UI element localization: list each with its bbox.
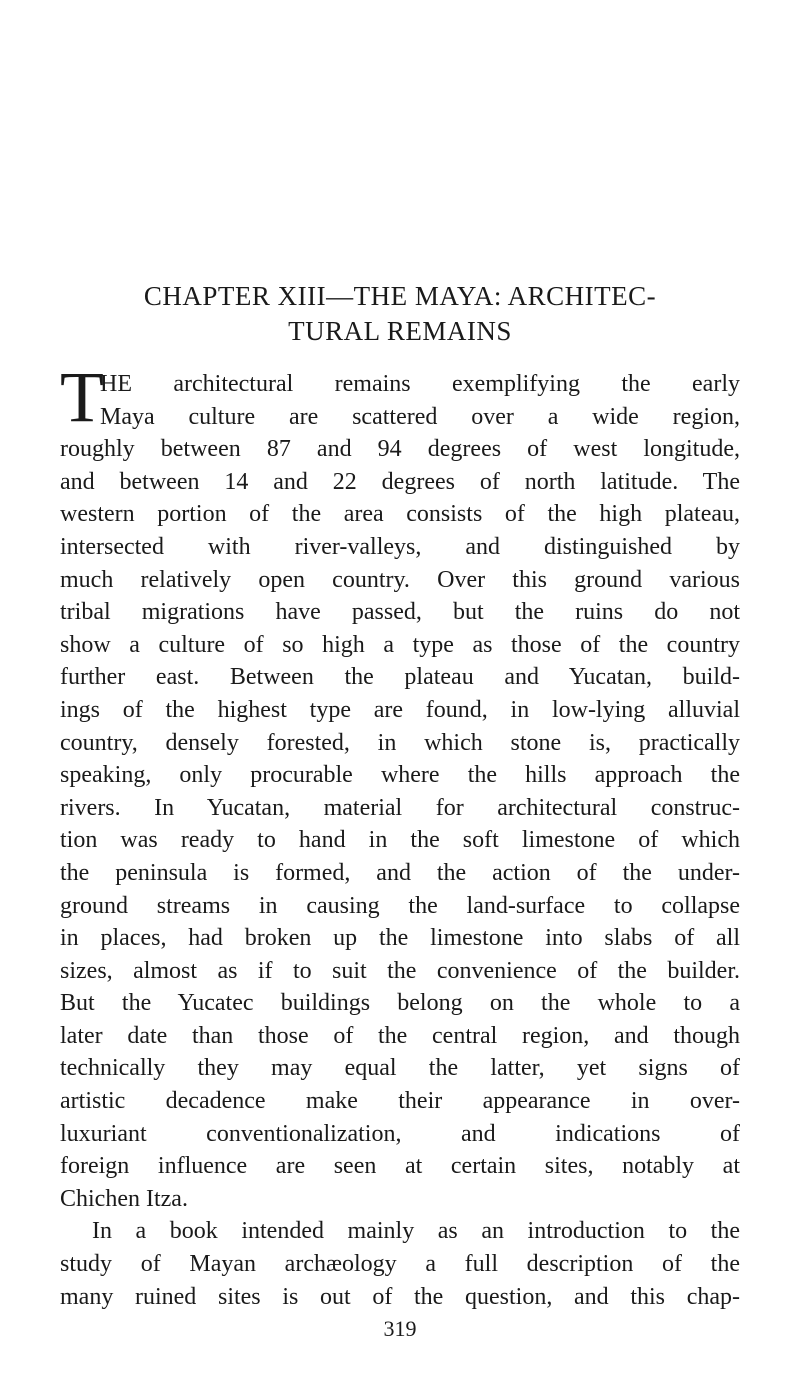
text-line: intersected with river-valleys, and distinguished by	[60, 533, 740, 560]
text-line: much relatively open country. Over this ground various	[60, 566, 740, 593]
text-line: further east. Between the plateau and Yucatan, build-	[60, 664, 740, 691]
text-line: tribal migrations have passed, but the ruins do not	[60, 599, 740, 626]
text-line: show a culture of so high a type as those of the country	[60, 631, 740, 658]
text-line: HE architectural remains exemplifying the early	[100, 371, 740, 397]
text-line: in places, had broken up the limestone into slabs of all	[60, 925, 740, 952]
page-number: 319	[383, 1316, 417, 1341]
text-line: luxuriant conventionalization, and indications of	[60, 1120, 740, 1147]
text-line: ground streams in causing the land-surface to collapse	[60, 892, 740, 919]
text-line: roughly between 87 and 94 degrees of west longitude,	[60, 436, 740, 463]
text-line: But the Yucatec buildings belong on the whole to a	[60, 990, 740, 1017]
text-line: rivers. In Yucatan, material for architectural construc-	[60, 794, 740, 821]
text-line: later date than those of the central region, and though	[60, 1022, 740, 1049]
text-line: tion was ready to hand in the soft limestone of which	[60, 827, 740, 854]
body-text	[60, 368, 740, 1313]
chapter-title-line-2: TURAL REMAINS	[288, 316, 512, 346]
text-line: western portion of the area consists of the high plateau,	[60, 501, 740, 528]
text-line: the peninsula is formed, and the action of the under-	[60, 859, 740, 886]
chapter-title-line-1: CHAPTER XIII—THE MAYA: ARCHITEC-	[143, 281, 657, 311]
text-line: foreign influence are seen at certain sites, notably at	[60, 1153, 740, 1180]
text-line: technically they may equal the latter, yet signs of	[60, 1055, 740, 1082]
text-line: country, densely forested, in which stone is, practically	[60, 729, 740, 756]
text-line: artistic decadence make their appearance in over-	[60, 1088, 740, 1115]
text-line: speaking, only procurable where the hills approach the	[60, 762, 740, 789]
text-line: ings of the highest type are found, in low-lying alluvial	[60, 696, 740, 723]
text-line: In a book intended mainly as an introduction to the	[92, 1218, 740, 1245]
text-line: many ruined sites is out of the question, and this chap-	[60, 1283, 740, 1310]
text-line: Maya culture are scattered over a wide region,	[100, 403, 740, 430]
drop-cap: T	[60, 357, 104, 437]
text-line: study of Mayan archæology a full description of the	[60, 1251, 740, 1278]
text-line: and between 14 and 22 degrees of north latitude. The	[60, 468, 740, 495]
text-line: sizes, almost as if to suit the convenience of the builder.	[60, 957, 740, 984]
text-line: Chichen Itza.	[60, 1185, 188, 1212]
